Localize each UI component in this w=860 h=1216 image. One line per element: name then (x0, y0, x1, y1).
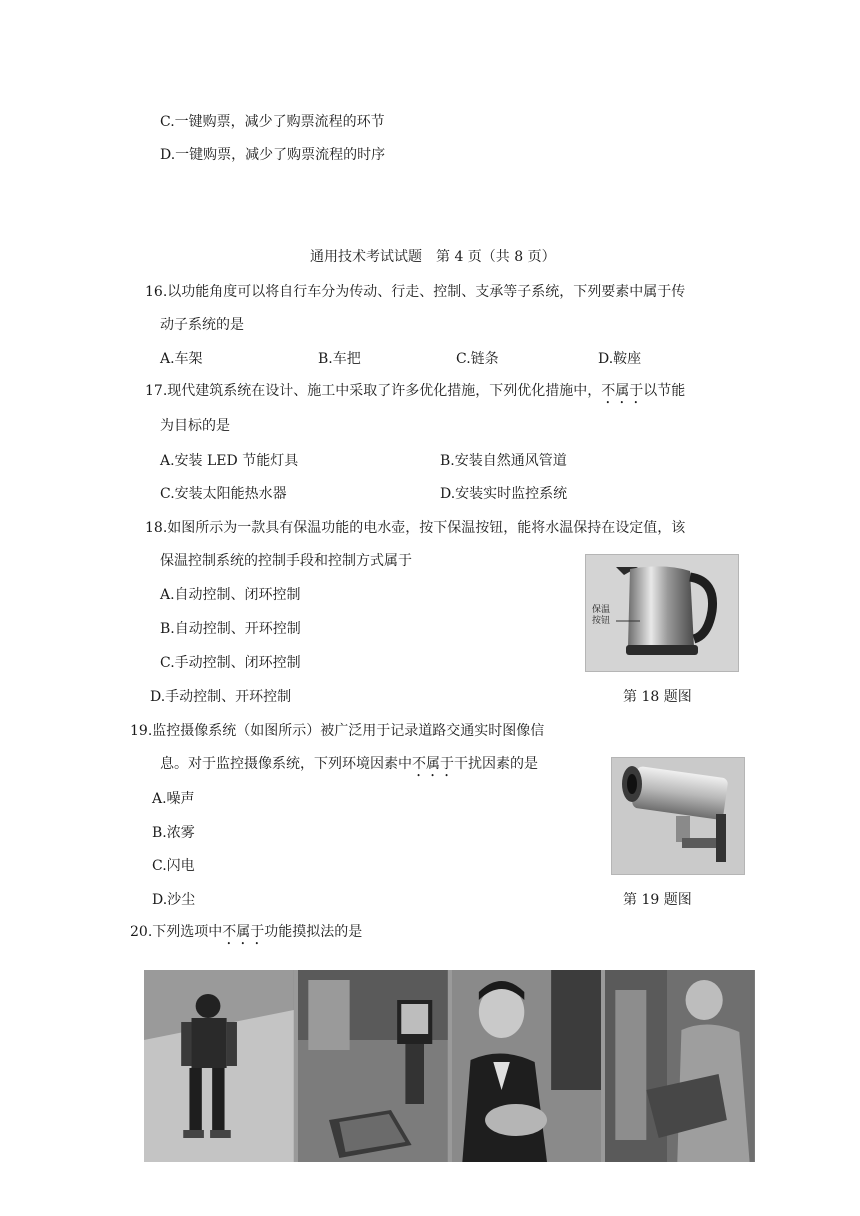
q20-emphasis: 不属于 (222, 924, 265, 940)
q16-stem-line1: 16.以功能角度可以将自行车分为传动、行走、控制、支承等子系统，下列要素中属于传 (145, 284, 686, 300)
q18-stem-line2: 保温控制系统的控制手段和控制方式属于 (160, 553, 412, 569)
q18-figure-caption: 第 18 题图 (623, 689, 692, 705)
q17-emphasis: 不属于 (601, 383, 644, 399)
kettle-image (585, 554, 739, 672)
q16-option-a: A.车架 (160, 351, 203, 367)
q16-option-b: B.车把 (318, 351, 361, 367)
q18-option-b: B.自动控制、开环控制 (160, 621, 301, 637)
hand-gesture-photo (452, 970, 602, 1162)
q19-emphasis: 不属于 (412, 756, 454, 772)
q20-stem (130, 922, 362, 948)
q20-stem-part1: 20.下列选项中 (130, 924, 223, 940)
q18-option-a: A.自动控制、闭环控制 (160, 587, 301, 603)
q19-figure-caption: 第 19 题图 (623, 892, 692, 908)
camera-image (611, 757, 745, 875)
q20-image-strip (144, 970, 755, 1162)
q16-option-c: C.链条 (456, 351, 499, 367)
q16-option-d: D.鞍座 (598, 351, 642, 367)
q15-option-d: D.一键购票，减少了购票流程的时序 (160, 147, 386, 163)
q17-option-c: C.安装太阳能热水器 (160, 486, 287, 502)
page-footer: 通用技术考试试题 第 4 页（共 8 页） (310, 249, 556, 265)
q17-stem-part2: 以节能 (643, 383, 686, 399)
q19-stem-part1: 息。对于监控摄像系统，下列环境因素中 (160, 756, 412, 772)
q15-option-c: C.一键购票，减少了购票流程的环节 (160, 114, 385, 130)
q17-option-b: B.安装自然通风管道 (440, 453, 567, 469)
q19-stem-part2: 干扰因素的是 (454, 756, 538, 772)
q19-option-d: D.沙尘 (152, 892, 196, 908)
q17-option-d: D.安装实时监控系统 (440, 486, 568, 502)
workshop-photo (605, 970, 755, 1162)
q20-stem-part2: 功能摸拟法的是 (264, 924, 363, 940)
q17-option-a: A.安装 LED 节能灯具 (160, 453, 299, 469)
kettle-button-label: 保温 按钮 (592, 605, 611, 626)
q19-option-c: C.闪电 (152, 858, 195, 874)
q19-stem-line2 (160, 754, 538, 780)
q16-stem-line2: 动子系统的是 (160, 317, 244, 333)
q17-stem-line2: 为目标的是 (160, 418, 230, 434)
q19-stem-line1: 19.监控摄像系统（如图所示）被广泛用于记录道路交通实时图像信 (130, 723, 545, 739)
q19-option-a: A.噪声 (152, 791, 195, 807)
q17-stem-part1: 17.现代建筑系统在设计、施工中采取了许多优化措施，下列优化措施中， (145, 383, 602, 399)
q17-stem-line1 (145, 381, 685, 407)
q19-option-b: B.浓雾 (152, 825, 195, 841)
q18-option-c: C.手动控制、闭环控制 (160, 655, 301, 671)
q18-stem-line1: 18.如图所示为一款具有保温功能的电水壶，按下保温按钮，能将水温保持在设定值，该 (145, 520, 686, 536)
q18-option-d: D.手动控制、开环控制 (150, 689, 292, 705)
chess-robot-photo (298, 970, 448, 1162)
robot-photo (144, 970, 294, 1162)
